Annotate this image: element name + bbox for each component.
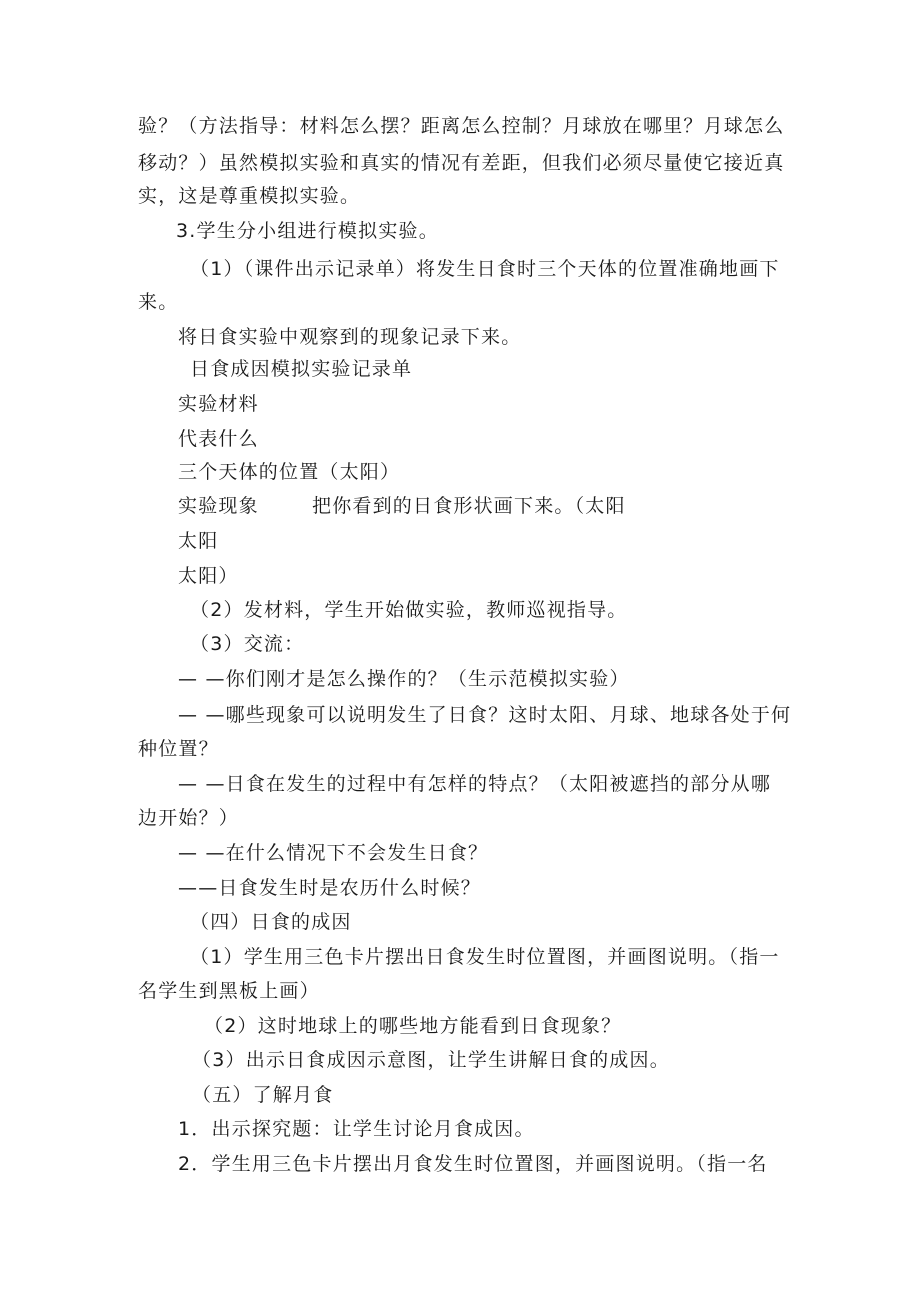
record-sheet-row: 太阳 [178, 530, 219, 552]
text-line: （2）这时地球上的哪些地方能看到日食现象？ [204, 1015, 622, 1037]
text-line: — —哪些现象可以说明发生了日食？这时太阳、月球、地球各处于何 [178, 704, 792, 726]
text-line: （3）交流： [190, 633, 305, 655]
section-heading: （五）了解月食 [192, 1084, 334, 1106]
record-sheet-cell: 把你看到的日食形状画下来。（太阳 [312, 495, 626, 517]
text-line: 1．出示探究题：让学生讨论月食成因。 [178, 1118, 535, 1140]
text-line: 验？（方法指导：材料怎么摆？距离怎么控制？月球放在哪里？月球怎么 [138, 115, 785, 137]
section-heading: （四）日食的成因 [190, 911, 352, 933]
record-sheet-row: 三个天体的位置（太阳） [178, 461, 401, 483]
text-line: 实，这是尊重模拟实验。 [138, 185, 361, 207]
text-line: ——日食发生时是农历什么时候？ [178, 877, 482, 899]
text-line: （1）学生用三色卡片摆出日食发生时位置图，并画图说明。（指一 [190, 946, 780, 968]
record-sheet-title: 日食成因模拟实验记录单 [190, 358, 413, 380]
text-line: （1）（课件出示记录单）将发生日食时三个天体的位置准确地画下 [190, 258, 780, 280]
text-line: — —在什么情况下不会发生日食？ [178, 842, 489, 864]
text-line: （3）出示日食成因示意图，让学生讲解日食的成因。 [192, 1049, 670, 1071]
text-line: 边开始？） [138, 807, 240, 829]
record-sheet-row: 实验材料 [178, 393, 259, 415]
text-line: 将日食实验中观察到的现象记录下来。 [178, 326, 522, 348]
text-line: — —日食在发生的过程中有怎样的特点？（太阳被遮挡的部分从哪 [178, 773, 772, 795]
text-line: 2．学生用三色卡片摆出月食发生时位置图，并画图说明。（指一名 [178, 1153, 768, 1175]
text-line: — —你们刚才是怎么操作的？（生示范模拟实验） [178, 668, 630, 690]
record-sheet-row: 实验现象 [178, 495, 259, 517]
text-line: 来。 [138, 291, 179, 313]
text-line: 名学生到黑板上画） [138, 980, 320, 1002]
text-line: 移动？）虽然模拟实验和真实的情况有差距，但我们必须尽量使它接近真 [138, 152, 785, 174]
record-sheet-row: 代表什么 [178, 428, 259, 450]
text-line: 种位置？ [138, 738, 219, 760]
text-line: （2）发材料，学生开始做实验，教师巡视指导。 [190, 599, 628, 621]
text-line: 3.学生分小组进行模拟实验。 [176, 220, 439, 242]
record-sheet-row: 太阳） [178, 565, 239, 587]
